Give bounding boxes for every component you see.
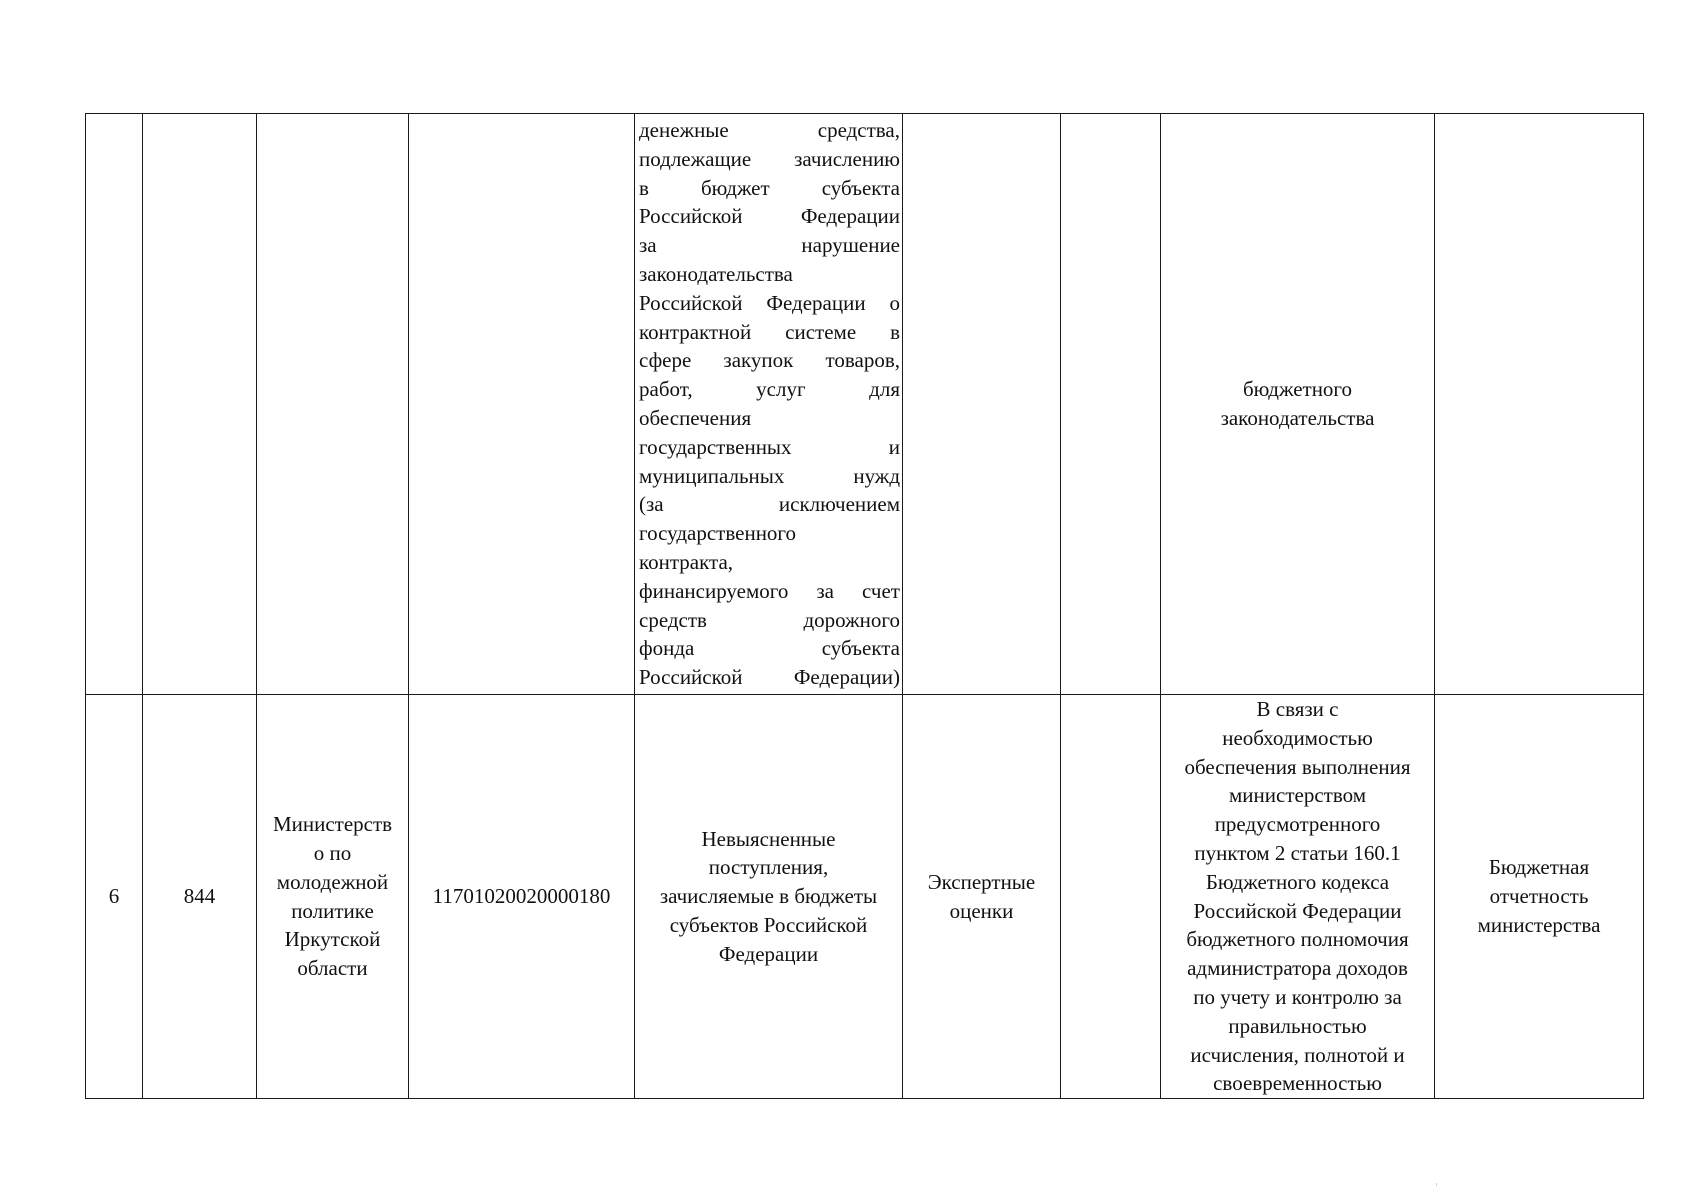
cell-justification bbox=[1161, 695, 1435, 1099]
text-line: области bbox=[297, 956, 368, 981]
revenue-forecast-table bbox=[85, 113, 1644, 1099]
cell-number bbox=[86, 695, 143, 1099]
text-line: оценки bbox=[949, 898, 1014, 923]
text-line: средств дорожного bbox=[639, 607, 900, 632]
text-line: политике bbox=[291, 898, 374, 923]
text-line: Федерации bbox=[718, 941, 819, 966]
cell-description bbox=[635, 695, 903, 1099]
text-line: бюджетного полномочия bbox=[1186, 927, 1409, 952]
cell-formula bbox=[1061, 114, 1161, 695]
justification-text bbox=[1161, 375, 1434, 433]
text-line: по учету и контролю за bbox=[1193, 984, 1402, 1009]
text-line: фонда субъекта bbox=[639, 636, 900, 661]
description-text bbox=[635, 116, 902, 692]
text-line: отчетность bbox=[1489, 884, 1589, 909]
text-line: предусмотренного bbox=[1214, 812, 1381, 837]
text-line: о по bbox=[313, 840, 352, 865]
text-line: сфере закупок товаров, bbox=[639, 348, 900, 373]
text-line: необходимостью bbox=[1222, 725, 1373, 750]
cell-code bbox=[143, 695, 257, 1099]
text-line: Российской Федерации) bbox=[639, 665, 900, 690]
text-line: законодательства bbox=[1220, 406, 1375, 430]
cell-administrator bbox=[257, 114, 409, 695]
admin-code: 844 bbox=[183, 884, 216, 909]
cell-administrator bbox=[257, 695, 409, 1099]
text-line: исчисления, полнотой и bbox=[1190, 1042, 1405, 1067]
method-text bbox=[903, 868, 1060, 926]
kbk-code: 11701020020000180 bbox=[432, 884, 611, 909]
text-line: Бюджетная bbox=[1488, 855, 1590, 880]
text-line: контрактной системе в bbox=[639, 319, 900, 344]
text-line: (за исключением bbox=[639, 492, 900, 517]
text-line: обеспечения bbox=[639, 406, 752, 430]
text-line: В связи с bbox=[1256, 697, 1339, 721]
text-line: обеспечения выполнения bbox=[1184, 754, 1411, 779]
cell-method bbox=[903, 114, 1061, 695]
justification-text bbox=[1161, 695, 1434, 1098]
cell-kbk bbox=[409, 114, 635, 695]
cell-method bbox=[903, 695, 1061, 1099]
source-text bbox=[1435, 853, 1643, 939]
text-line: администратора доходов bbox=[1187, 956, 1408, 981]
text-line: Российской Федерации bbox=[1193, 898, 1402, 923]
administrator-name bbox=[257, 810, 408, 983]
text-line: контракта, bbox=[639, 549, 734, 574]
text-line: Российской Федерации bbox=[639, 204, 900, 229]
text-line: министерством bbox=[1229, 783, 1366, 808]
text-line: Невыясненные bbox=[701, 826, 836, 851]
cell-source bbox=[1435, 114, 1644, 695]
text-line: денежные средства, bbox=[639, 118, 900, 143]
cell-code bbox=[143, 114, 257, 695]
text-line: работ, услуг для bbox=[639, 377, 900, 402]
text-line: субъектов Российской bbox=[669, 912, 868, 937]
text-line: Экспертные bbox=[927, 869, 1036, 894]
text-line: поступления, bbox=[708, 855, 829, 880]
row-number: 6 bbox=[108, 884, 120, 909]
cell-justification bbox=[1161, 114, 1435, 695]
text-line: муниципальных нужд bbox=[639, 463, 900, 488]
description-text bbox=[635, 825, 902, 969]
scan-artifact bbox=[1436, 1183, 1437, 1186]
text-line: государственного bbox=[639, 521, 797, 546]
text-line: правильностью bbox=[1228, 1013, 1367, 1038]
cell-kbk bbox=[409, 695, 635, 1099]
text-line: подлежащие зачислению bbox=[639, 146, 900, 171]
text-line: в бюджет субъекта bbox=[639, 175, 900, 200]
cell-number bbox=[86, 114, 143, 695]
text-line: пунктом 2 статьи 160.1 bbox=[1194, 840, 1401, 865]
text-line: бюджетного bbox=[1242, 377, 1353, 402]
text-line: за нарушение bbox=[639, 233, 900, 258]
text-line: Российской Федерации о bbox=[639, 290, 900, 315]
text-line: Бюджетного кодекса bbox=[1205, 869, 1390, 894]
table-row-continuation bbox=[86, 114, 1644, 695]
cell-formula bbox=[1061, 695, 1161, 1099]
text-line: зачисляемые в бюджеты bbox=[659, 884, 878, 909]
text-line: законодательства bbox=[639, 262, 793, 287]
cell-description bbox=[635, 114, 903, 695]
text-line: своевременностью bbox=[1213, 1071, 1382, 1096]
text-line: финансируемого за счет bbox=[639, 578, 900, 603]
text-line: государственных и bbox=[639, 434, 900, 459]
text-line: Министерств bbox=[272, 812, 393, 837]
cell-source bbox=[1435, 695, 1644, 1099]
text-line: министерства bbox=[1477, 912, 1601, 937]
table-row-6 bbox=[86, 695, 1644, 1099]
text-line: молодежной bbox=[276, 869, 389, 894]
text-line: Иркутской bbox=[284, 927, 381, 952]
